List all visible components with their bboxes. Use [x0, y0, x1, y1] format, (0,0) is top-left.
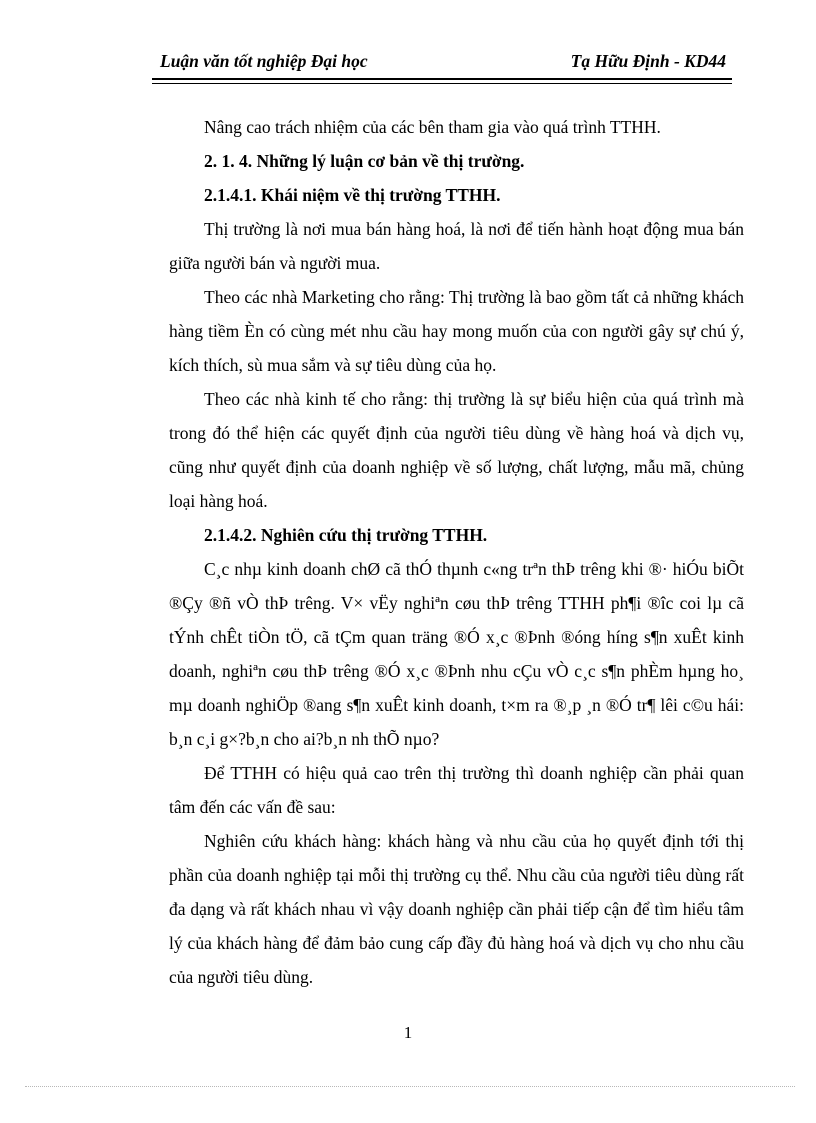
body-paragraph: Theo các nhà Marketing cho rằng: Thị trường là bao gồm tất cả những khách hàng tiềm Èn có cùng mét nhu cầu hay mong muốn của con người gây sự chú ý, kích thích, sù mua sắm và sự tiêu dùng của họ. [169, 287, 744, 375]
running-header [152, 49, 732, 75]
section-heading: 2. 1. 4. Những lý luận cơ bản về thị trường. [204, 151, 525, 171]
header-thesis-title: Luận văn tốt nghiệp Đại học [160, 51, 368, 71]
body-paragraph: Để TTHH có hiệu quả cao trên thị trường thì doanh nghiệp cần phải quan tâm đến các vấn đề sau: [169, 763, 744, 817]
page-break-line [25, 1086, 795, 1087]
body-paragraph: Nghiên cứu khách hàng: khách hàng và nhu cầu của họ quyết định tới thị phần của doanh nghiệp tại mỗi thị trường cụ thể. Nhu cầu của người tiêu dùng rất đa dạng và rất khách nhau vì vậy doanh nghiệp cần phải tiếp cận để tìm hiểu tâm lý của khách hàng để đảm bảo cung cấp đầy đủ hàng hoá và dịch vụ cho nhu cầu của người tiêu dùng. [169, 831, 744, 987]
subsection-heading: 2.1.4.1. Khái niệm về thị trường TTHH. [204, 185, 501, 205]
header-rule-thin [152, 83, 732, 84]
subsection-heading: 2.1.4.2. Nghiên cứu thị trường TTHH. [204, 525, 488, 545]
header-rule-thick [152, 78, 732, 80]
header-author: Tạ Hữu Định - KD44 [570, 51, 726, 71]
body-paragraph: Thị trường là nơi mua bán hàng hoá, là nơi để tiến hành hoạt động mua bán giữa người bán và người mua. [169, 219, 744, 273]
page-number: 1 [403, 1023, 413, 1042]
body-paragraph: Nâng cao trách nhiệm của các bên tham gia vào quá trình TTHH. [204, 117, 661, 137]
body-paragraph-garbled: C¸c nhµ kinh doanh chØ cã thÓ thµnh c«ng trªn thÞ trêng khi ®· hiÓu biÕt ®Çy ®ñ vÒ thÞ trêng. V× vËy nghiªn cøu thÞ trêng TTHH ph¶i ®îc coi lµ cã tÝnh chÊt tiÒn tÖ, cã tÇm quan träng ®Ó x¸c ®Þnh ®óng híng s¶n xuÊt kinh doanh, nghiªn cøu thÞ trêng ®Ó x¸c ®Þnh nhu cÇu vÒ c¸c s¶n phÈm hµng ho¸ mµ doanh nghiÖp ®ang s¶n xuÊt kinh doanh, t×m ra ®¸p ¸n ®Ó tr¶ lêi c©u hái: b¸n c¸i g×?b¸n cho ai?b¸n nh thÕ nµo? [169, 559, 744, 749]
body-paragraph: Theo các nhà kinh tế cho rằng: thị trường là sự biểu hiện của quá trình mà trong đó thể hiện các quyết định của người tiêu dùng về hàng hoá và dịch vụ, cũng như quyết định của doanh nghiệp về số lượng, chất lượng, mẫu mã, chủng loại hàng hoá. [169, 389, 744, 511]
page-body [169, 110, 744, 994]
